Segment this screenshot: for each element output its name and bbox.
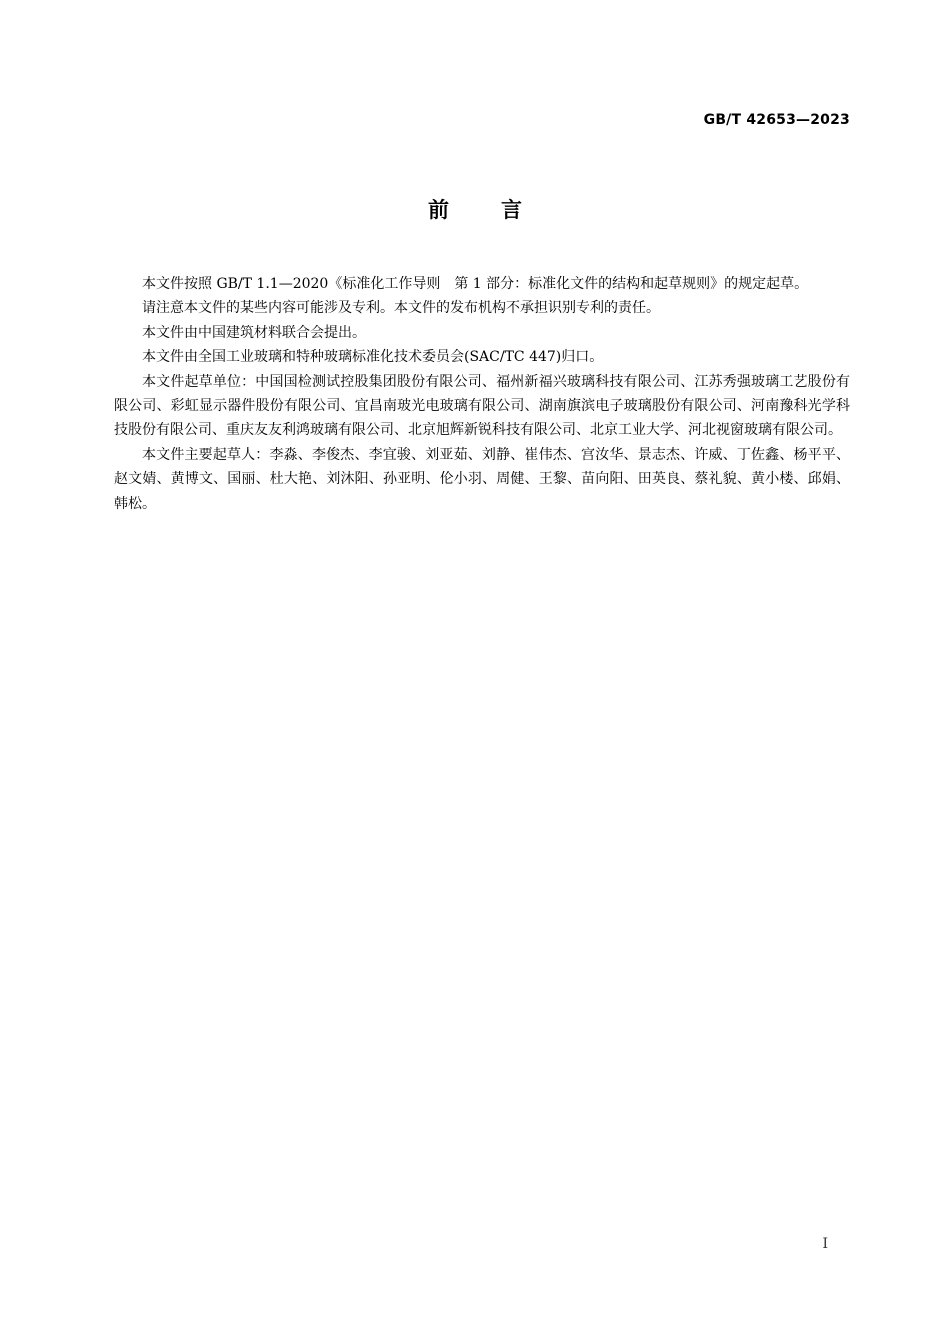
title-char-2: 言 bbox=[501, 198, 522, 222]
paragraph-patent-notice: 请注意本文件的某些内容可能涉及专利。本文件的发布机构不承担识别专利的责任。 bbox=[142, 300, 660, 317]
title-char-1: 前 bbox=[428, 198, 449, 222]
paragraph-committee: 本文件由全国工业玻璃和特种玻璃标准化技术委员会(SAC/TC 447)归口。 bbox=[142, 349, 604, 366]
paragraph-drafters: 本文件主要起草人：李淼、李俊杰、李宜骏、刘亚茹、刘静、崔伟杰、宫汝华、景志杰、许威、丁佐鑫、杨平平、赵文婧、黄博文、国丽、杜大艳、刘沐阳、孙亚明、伦小羽、周健、王黎、苗向阳、田英良、蔡礼貌、黄小楼、邱娟、韩松。 bbox=[114, 446, 850, 512]
paragraph-proposer: 本文件由中国建筑材料联合会提出。 bbox=[142, 324, 366, 341]
standard-number: GB/T 42653—2023 bbox=[703, 112, 850, 128]
page-title bbox=[0, 194, 950, 224]
paragraph-drafting-rules: 本文件按照 GB/T 1.1—2020《标准化工作导则 第 1 部分：标准化文件的结构和起草规则》的规定起草。 bbox=[142, 276, 809, 292]
paragraph-drafting-units: 本文件起草单位：中国国检测试控股集团股份有限公司、福州新福兴玻璃科技有限公司、江苏秀强玻璃工艺股份有限公司、彩虹显示器件股份有限公司、宜昌南玻光电玻璃有限公司、湖南旗滨电子玻璃股份有限公司、河南豫科光学科技股份有限公司、重庆友友利鸿玻璃有限公司、北京旭辉新锐科技有限公司、北京工业大学、河北视窗玻璃有限公司。 bbox=[114, 373, 850, 439]
foreword-body bbox=[114, 272, 850, 516]
page-number: I bbox=[822, 1236, 828, 1252]
